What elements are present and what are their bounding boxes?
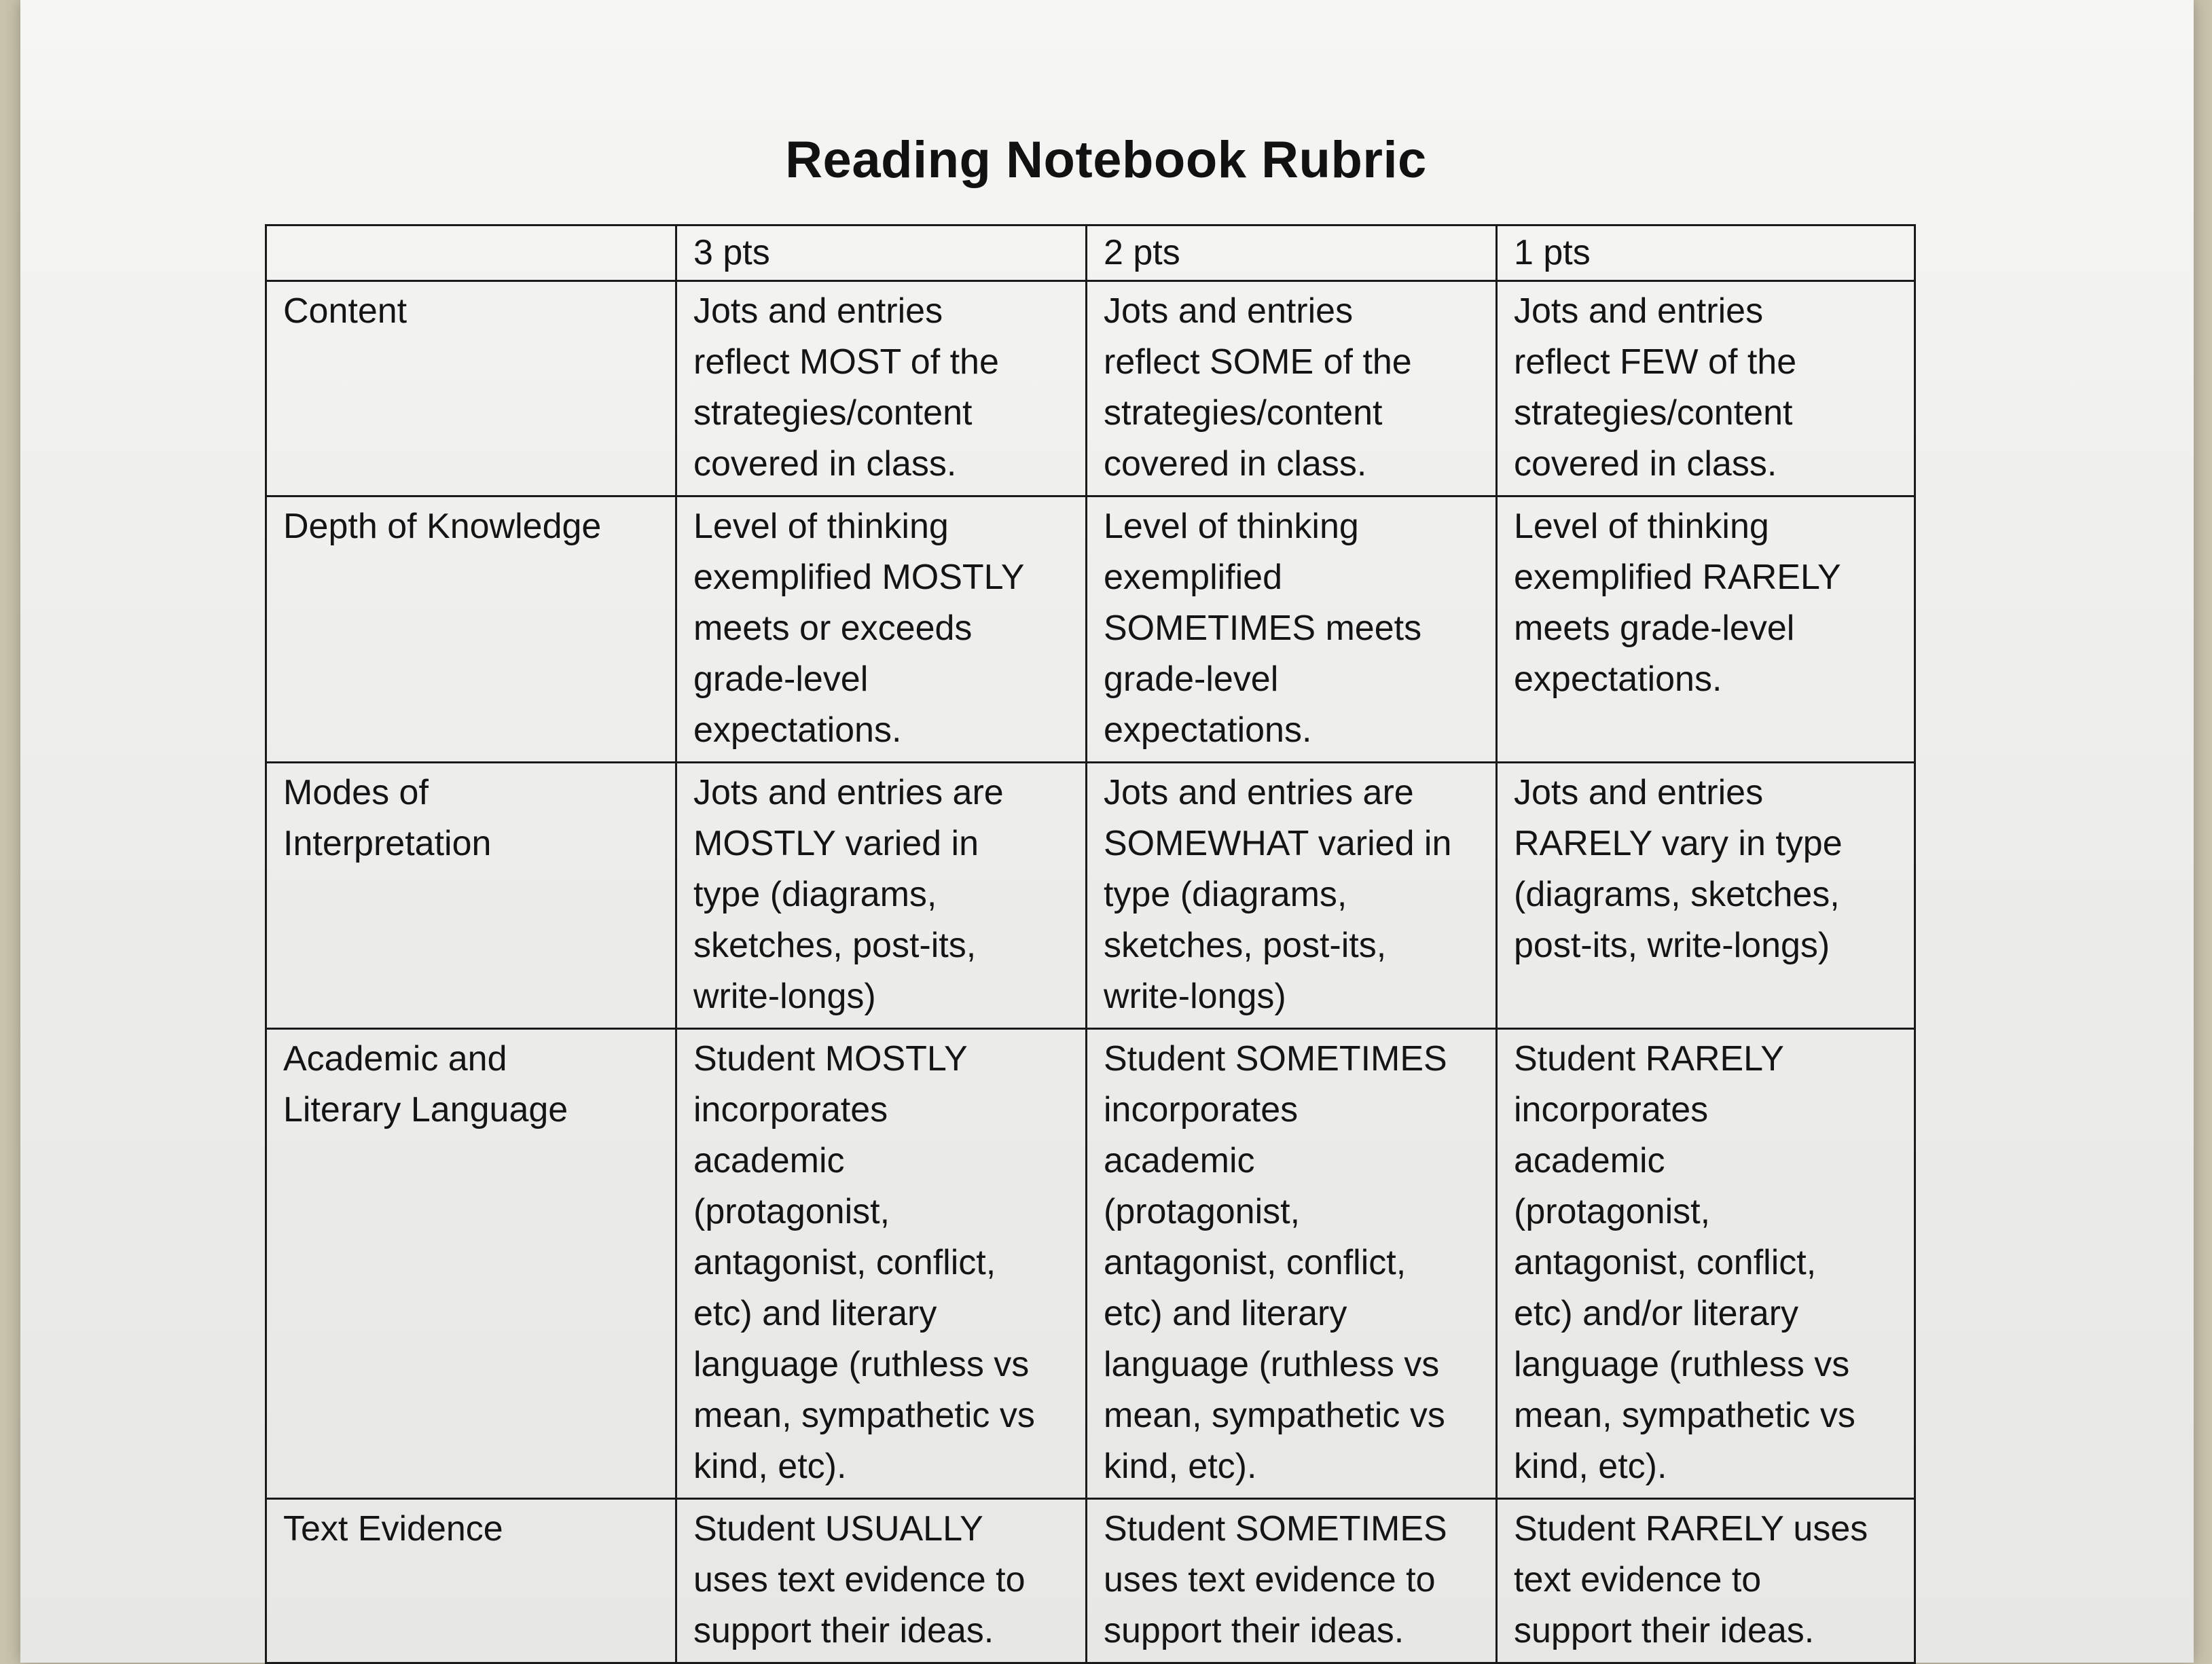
- header-2-pts: 2 pts: [1087, 225, 1497, 281]
- criterion-cell: Depth of Knowledge: [266, 496, 676, 763]
- score-1-cell: Jots and entries reflect FEW of the strategies/content covered in class.: [1497, 281, 1915, 496]
- header-1-pts: 1 pts: [1497, 225, 1915, 281]
- page-title: Reading Notebook Rubric: [785, 131, 1427, 189]
- table-row-academic-literary-language: [266, 1029, 1915, 1499]
- corner-cell: [266, 225, 676, 281]
- score-1-cell: Level of thinking exemplified RARELY meets grade-level expectations.: [1497, 496, 1915, 763]
- score-3-cell: Jots and entries reflect MOST of the strategies/content covered in class.: [676, 281, 1087, 496]
- rubric-table: [265, 224, 1916, 1664]
- score-2-cell: Jots and entries are SOMEWHAT varied in type (diagrams, sketches, post-its, write-longs): [1087, 763, 1497, 1029]
- score-1-cell: Jots and entries RARELY vary in type (diagrams, sketches, post-its, write-longs): [1497, 763, 1915, 1029]
- score-1-cell: Student RARELY incorporates academic (protagonist, antagonist, conflict, etc) and/or literary language (ruthless vs mean, sympathetic vs kind, etc).: [1497, 1029, 1915, 1499]
- criterion-cell: Content: [266, 281, 676, 496]
- criterion-cell: Academic and Literary Language: [266, 1029, 676, 1499]
- criterion-cell: Modes of Interpretation: [266, 763, 676, 1029]
- table-row-modes-of-interpretation: [266, 763, 1915, 1029]
- score-2-cell: Student SOMETIMES uses text evidence to support their ideas.: [1087, 1499, 1497, 1663]
- score-3-cell: Jots and entries are MOSTLY varied in type (diagrams, sketches, post-its, write-longs): [676, 763, 1087, 1029]
- criterion-cell: Text Evidence: [266, 1499, 676, 1663]
- score-1-cell: Student RARELY uses text evidence to support their ideas.: [1497, 1499, 1915, 1663]
- score-3-cell: Student USUALLY uses text evidence to support their ideas.: [676, 1499, 1087, 1663]
- table-row-depth-of-knowledge: [266, 496, 1915, 763]
- score-2-cell: Jots and entries reflect SOME of the strategies/content covered in class.: [1087, 281, 1497, 496]
- score-2-cell: Level of thinking exemplified SOMETIMES meets grade-level expectations.: [1087, 496, 1497, 763]
- score-3-cell: Student MOSTLY incorporates academic (protagonist, antagonist, conflict, etc) and literary language (ruthless vs mean, sympathetic vs kind, etc).: [676, 1029, 1087, 1499]
- table-row-text-evidence: [266, 1499, 1915, 1663]
- score-2-cell: Student SOMETIMES incorporates academic (protagonist, antagonist, conflict, etc) and literary language (ruthless vs mean, sympathetic vs kind, etc).: [1087, 1029, 1497, 1499]
- header-3-pts: 3 pts: [676, 225, 1087, 281]
- score-3-cell: Level of thinking exemplified MOSTLY meets or exceeds grade-level expectations.: [676, 496, 1087, 763]
- header-row: [266, 225, 1915, 281]
- table-row-content: [266, 281, 1915, 496]
